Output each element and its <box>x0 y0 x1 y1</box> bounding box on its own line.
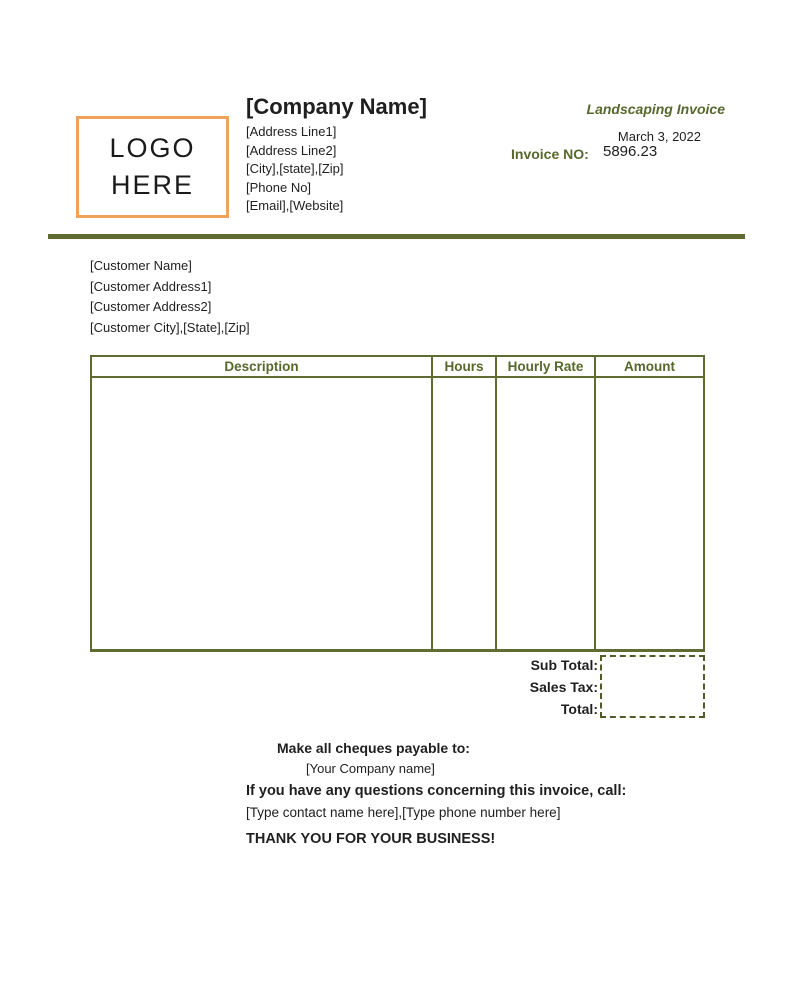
company-city-state-zip-field[interactable]: [City],[state],[Zip] <box>246 161 344 177</box>
total-label: Total: <box>560 701 598 717</box>
customer-name-field[interactable]: [Customer Name] <box>90 258 192 273</box>
column-header-description: Description <box>92 357 433 378</box>
subtotal-label: Sub Total: <box>530 657 598 673</box>
company-block <box>246 94 427 216</box>
totals-amount-box[interactable] <box>600 655 705 718</box>
invoice-title: Landscaping Invoice <box>586 101 725 117</box>
company-name-field[interactable]: [Company Name] <box>246 94 427 119</box>
company-phone-field[interactable]: [Phone No] <box>246 179 312 195</box>
customer-city-state-zip-field[interactable]: [Customer City],[State],[Zip] <box>90 319 250 335</box>
customer-address1-field[interactable]: [Customer Address1] <box>90 278 212 294</box>
customer-address2-field[interactable]: [Customer Address2] <box>90 299 212 315</box>
invoice-number-value: 5896.23 <box>603 143 658 160</box>
sales-tax-label: Sales Tax: <box>529 679 598 695</box>
table-cell-description-input[interactable] <box>92 378 433 649</box>
table-cell-amount-input[interactable] <box>596 378 703 649</box>
logo-text-line1: LOGO <box>109 133 196 163</box>
column-header-hours: Hours <box>433 357 497 378</box>
items-table <box>90 355 705 652</box>
thank-you-note: THANK YOU FOR YOUR BUSINESS! <box>246 831 496 847</box>
table-cell-hourly-rate-input[interactable] <box>497 378 596 649</box>
questions-heading: If you have any questions concerning this invoice, call: <box>246 783 627 799</box>
logo-text-line2: HERE <box>110 170 194 200</box>
payee-name-field[interactable]: [Your Company name] <box>306 761 435 776</box>
company-address-line1-field[interactable]: [Address Line1] <box>246 124 337 139</box>
table-cell-hours-input[interactable] <box>433 378 497 649</box>
column-header-amount: Amount <box>596 357 703 378</box>
logo-placeholder[interactable] <box>76 116 229 218</box>
column-header-hourly-rate: Hourly Rate <box>497 357 596 378</box>
customer-block <box>90 256 250 338</box>
invoice-number-label: Invoice NO: <box>511 146 589 162</box>
company-address-line2-field[interactable]: [Address Line2] <box>246 142 337 158</box>
invoice-date: March 3, 2022 <box>617 129 701 144</box>
cheques-payable-heading: Make all cheques payable to: <box>277 740 470 756</box>
company-email-website-field[interactable]: [Email],[Website] <box>246 198 344 214</box>
contact-placeholder-field[interactable]: [Type contact name here],[Type phone number here] <box>246 805 561 820</box>
header-divider <box>48 234 745 239</box>
